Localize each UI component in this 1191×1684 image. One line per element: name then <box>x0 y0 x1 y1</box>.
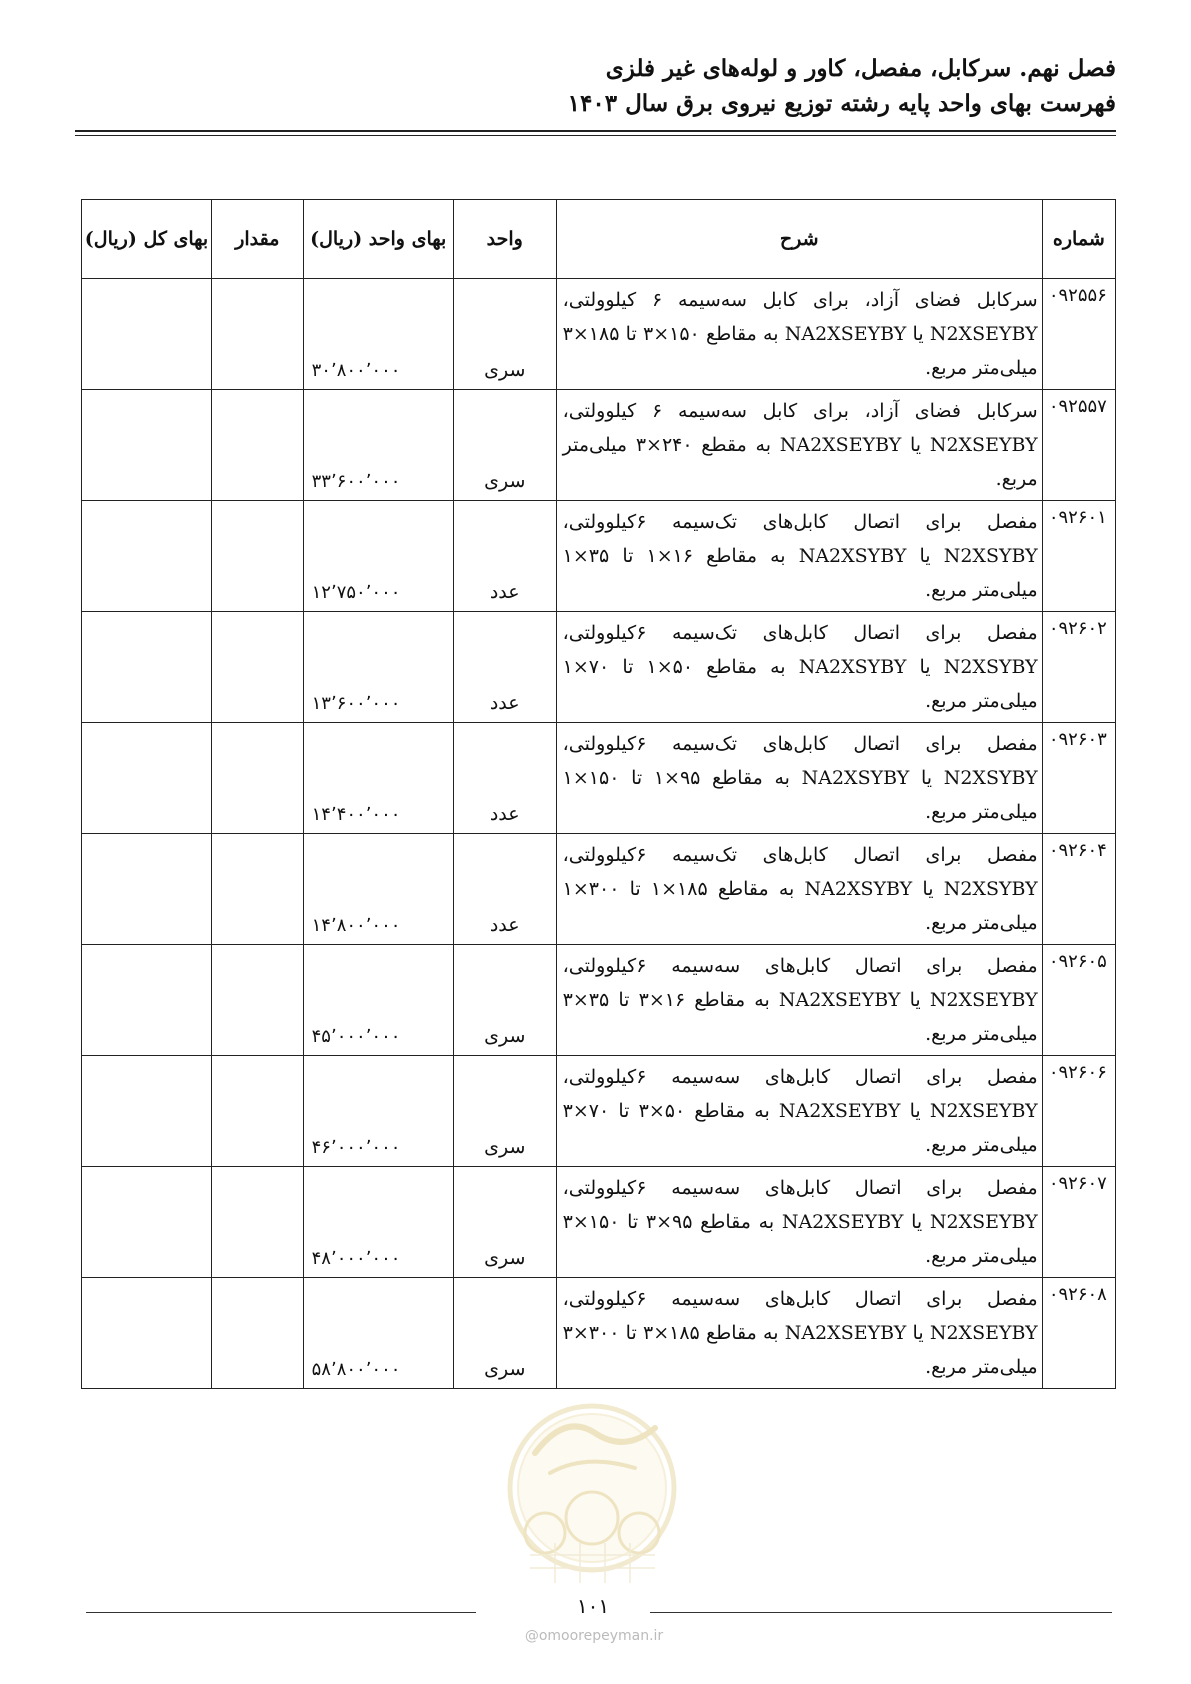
page-header <box>76 52 1116 122</box>
row-total <box>82 612 212 723</box>
row-description: مفصل برای اتصال کابل‌های سه‌سیمه ۶کیلوولتی، N2XSEYBY یا NA2XSEYBY به مقاطع ۱۸۵×۳ تا ۳۰۰×۳ میلی‌متر مربع. <box>556 1278 1042 1389</box>
row-code: ۰۹۲۶۰۶ <box>1042 1056 1115 1167</box>
row-unit: سری <box>453 1278 556 1389</box>
row-unit-price: ۴۶٬۰۰۰٬۰۰۰ <box>303 1056 453 1167</box>
footer-rule-left <box>86 1612 476 1613</box>
row-unit-price: ۳۳٬۶۰۰٬۰۰۰ <box>303 390 453 501</box>
table-row <box>82 390 1116 501</box>
row-qty <box>212 1278 304 1389</box>
row-total <box>82 834 212 945</box>
row-unit-price: ۵۸٬۸۰۰٬۰۰۰ <box>303 1278 453 1389</box>
row-code: ۰۹۲۶۰۱ <box>1042 501 1115 612</box>
row-unit: سری <box>453 1056 556 1167</box>
row-total <box>82 390 212 501</box>
row-unit-price: ۳۰٬۸۰۰٬۰۰۰ <box>303 279 453 390</box>
table-row <box>82 1056 1116 1167</box>
row-unit: عدد <box>453 723 556 834</box>
row-description: مفصل برای اتصال کابل‌های تک‌سیمه ۶کیلوولتی، N2XSYBY یا NA2XSYBY به مقاطع ۹۵×۱ تا ۱۵۰×۱ میلی‌متر مربع. <box>556 723 1042 834</box>
row-code: ۰۹۲۶۰۸ <box>1042 1278 1115 1389</box>
table-row <box>82 834 1116 945</box>
table-row <box>82 1167 1116 1278</box>
row-qty <box>212 834 304 945</box>
row-unit: عدد <box>453 501 556 612</box>
row-unit: عدد <box>453 612 556 723</box>
table-row <box>82 1278 1116 1389</box>
row-description: مفصل برای اتصال کابل‌های تک‌سیمه ۶کیلوولتی، N2XSYBY یا NA2XSYBY به مقاطع ۱۶×۱ تا ۳۵×۱ میلی‌متر مربع. <box>556 501 1042 612</box>
row-unit-price: ۴۵٬۰۰۰٬۰۰۰ <box>303 945 453 1056</box>
row-code: ۰۹۲۶۰۲ <box>1042 612 1115 723</box>
row-total <box>82 945 212 1056</box>
row-code: ۰۹۲۶۰۳ <box>1042 723 1115 834</box>
row-total <box>82 1056 212 1167</box>
row-description: مفصل برای اتصال کابل‌های تک‌سیمه ۶کیلوولتی، N2XSYBY یا NA2XSYBY به مقاطع ۵۰×۱ تا ۷۰×۱ میلی‌متر مربع. <box>556 612 1042 723</box>
row-unit: سری <box>453 279 556 390</box>
chapter-title: فصل نهم. سرکابل، مفصل، کاور و لوله‌های غیر فلزی <box>605 55 1116 82</box>
price-table <box>81 199 1116 1389</box>
table-row <box>82 945 1116 1056</box>
row-total <box>82 501 212 612</box>
header-total: بهای کل (ریال) <box>82 200 212 279</box>
footer-rule-right <box>650 1612 1112 1613</box>
row-code: ۰۹۲۶۰۵ <box>1042 945 1115 1056</box>
row-qty <box>212 723 304 834</box>
row-unit: سری <box>453 390 556 501</box>
row-qty <box>212 1056 304 1167</box>
row-description: مفصل برای اتصال کابل‌های تک‌سیمه ۶کیلوولتی، N2XSYBY یا NA2XSYBY به مقاطع ۱۸۵×۱ تا ۳۰۰×۱ میلی‌متر مربع. <box>556 834 1042 945</box>
row-description: سرکابل فضای آزاد، برای کابل سه‌سیمه ۶ کیلوولتی، N2XSEYBY یا NA2XSEYBY به مقطع ۲۴۰×۳ میلی‌متر مربع. <box>556 390 1042 501</box>
row-unit: سری <box>453 945 556 1056</box>
row-code: ۰۹۲۶۰۷ <box>1042 1167 1115 1278</box>
row-unit-price: ۱۴٬۸۰۰٬۰۰۰ <box>303 834 453 945</box>
header-qty: مقدار <box>212 200 304 279</box>
row-description: مفصل برای اتصال کابل‌های سه‌سیمه ۶کیلوولتی، N2XSEYBY یا NA2XSEYBY به مقاطع ۹۵×۳ تا ۱۵۰×۳ میلی‌متر مربع. <box>556 1167 1042 1278</box>
header-unit: واحد <box>453 200 556 279</box>
row-qty <box>212 612 304 723</box>
table-row <box>82 279 1116 390</box>
row-qty <box>212 945 304 1056</box>
header-rule-thin <box>75 135 1116 136</box>
header-desc: شرح <box>556 200 1042 279</box>
watermark-url: @omoorepeyman.ir <box>524 1628 664 1644</box>
table-row <box>82 501 1116 612</box>
row-unit-price: ۱۲٬۷۵۰٬۰۰۰ <box>303 501 453 612</box>
row-total <box>82 279 212 390</box>
row-total <box>82 723 212 834</box>
row-total <box>82 1167 212 1278</box>
price-list-title: فهرست بهای واحد پایه رشته توزیع نیروی برق سال ۱۴۰۳ <box>567 90 1116 117</box>
row-description: مفصل برای اتصال کابل‌های سه‌سیمه ۶کیلوولتی، N2XSEYBY یا NA2XSEYBY به مقاطع ۱۶×۳ تا ۳۵×۳ میلی‌متر مربع. <box>556 945 1042 1056</box>
table-row <box>82 723 1116 834</box>
watermark-logo <box>505 1383 680 1598</box>
row-code: ۰۹۲۵۵۷ <box>1042 390 1115 501</box>
row-code: ۰۹۲۶۰۴ <box>1042 834 1115 945</box>
row-description: سرکابل فضای آزاد، برای کابل سه‌سیمه ۶ کیلوولتی، N2XSEYBY یا NA2XSEYBY به مقاطع ۱۵۰×۳ تا ۱۸۵×۳ میلی‌متر مربع. <box>556 279 1042 390</box>
row-qty <box>212 1167 304 1278</box>
row-description: مفصل برای اتصال کابل‌های سه‌سیمه ۶کیلوولتی، N2XSEYBY یا NA2XSEYBY به مقاطع ۵۰×۳ تا ۷۰×۳ میلی‌متر مربع. <box>556 1056 1042 1167</box>
header-code: شماره <box>1042 200 1115 279</box>
row-unit: سری <box>453 1167 556 1278</box>
row-code: ۰۹۲۵۵۶ <box>1042 279 1115 390</box>
watermark-logo-icon <box>505 1383 680 1598</box>
page-number: ۱۰۱ <box>576 1594 610 1618</box>
row-unit-price: ۴۸٬۰۰۰٬۰۰۰ <box>303 1167 453 1278</box>
row-unit-price: ۱۴٬۴۰۰٬۰۰۰ <box>303 723 453 834</box>
table-header-row <box>82 200 1116 279</box>
table-row <box>82 612 1116 723</box>
row-unit-price: ۱۳٬۶۰۰٬۰۰۰ <box>303 612 453 723</box>
row-qty <box>212 279 304 390</box>
row-unit: عدد <box>453 834 556 945</box>
header-unit-price: بهای واحد (ریال) <box>303 200 453 279</box>
row-qty <box>212 501 304 612</box>
row-qty <box>212 390 304 501</box>
row-total <box>82 1278 212 1389</box>
header-rule-thick <box>75 130 1116 132</box>
